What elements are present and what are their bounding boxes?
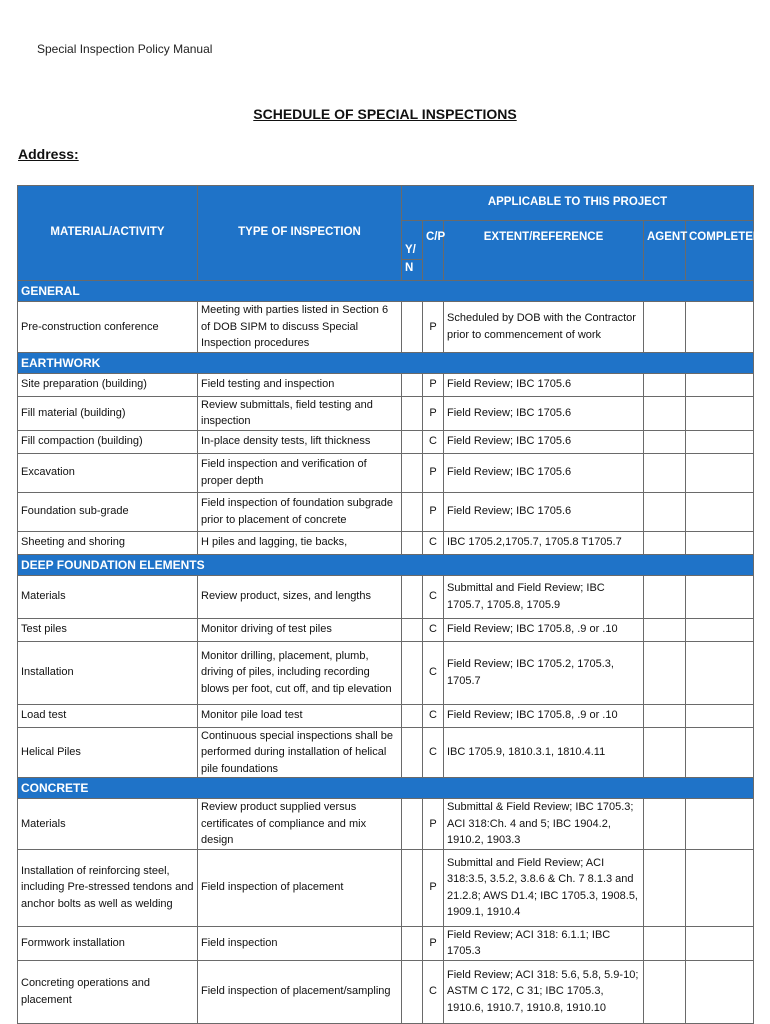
- cell-completed: [686, 575, 754, 618]
- column-header-extent: EXTENT/REFERENCE: [444, 221, 644, 281]
- cell-material: Installation: [18, 641, 198, 704]
- page-title: SCHEDULE OF SPECIAL INSPECTIONS: [253, 106, 517, 122]
- section-header-earthwork: [18, 352, 754, 373]
- cell-agent: [644, 641, 686, 704]
- section-title: EARTHWORK: [18, 352, 754, 373]
- cell-inspection-type: Field inspection of placement/sampling: [198, 960, 402, 1023]
- table-row: [18, 727, 754, 778]
- cell-material: Installation of reinforcing steel, including Pre-stressed tendons and anchor bolts as well as welding: [18, 849, 198, 926]
- cell-completed: [686, 799, 754, 850]
- cell-extent-reference: Submittal and Field Review; ACI 318:3.5, 3.5.2, 3.8.6 & Ch. 7 8.1.3 and 21.2.8; AWS D1.4; IBC 1705.3, 1908.5, 1909.1, 1910.4: [444, 849, 644, 926]
- cell-cp: P: [423, 849, 444, 926]
- column-header-yn-top: Y/: [405, 243, 416, 256]
- cell-extent-reference: Field Review; IBC 1705.8, .9 or .10: [444, 618, 644, 641]
- cell-completed: [686, 453, 754, 492]
- table-row: [18, 849, 754, 926]
- cell-yn: [402, 453, 423, 492]
- cell-completed: [686, 396, 754, 430]
- schedule-body: [18, 281, 754, 1024]
- cell-extent-reference: Field Review; ACI 318: 6.1.1; IBC 1705.3: [444, 926, 644, 960]
- cell-inspection-type: Review product, sizes, and lengths: [198, 575, 402, 618]
- cell-extent-reference: Field Review; IBC 1705.6: [444, 492, 644, 531]
- table-row: [18, 373, 754, 396]
- cell-cp: C: [423, 960, 444, 1023]
- table-row: [18, 430, 754, 453]
- table-row: [18, 641, 754, 704]
- cell-extent-reference: Submittal & Field Review; IBC 1705.3; ACI 318:Ch. 4 and 5; IBC 1904.2, 1910.2, 1903.3: [444, 799, 644, 850]
- cell-extent-reference: IBC 1705.2,1705.7, 1705.8 T1705.7: [444, 531, 644, 554]
- cell-yn: [402, 926, 423, 960]
- cell-yn: [402, 641, 423, 704]
- cell-yn: [402, 727, 423, 778]
- cell-completed: [686, 492, 754, 531]
- cell-cp: P: [423, 492, 444, 531]
- cell-material: Sheeting and shoring: [18, 531, 198, 554]
- document-header: Special Inspection Policy Manual: [37, 42, 213, 56]
- cell-cp: C: [423, 618, 444, 641]
- cell-material: Materials: [18, 799, 198, 850]
- cell-yn: [402, 302, 423, 353]
- cell-agent: [644, 704, 686, 727]
- cell-cp: P: [423, 799, 444, 850]
- cell-inspection-type: In-place density tests, lift thickness: [198, 430, 402, 453]
- column-header-cp: C/P: [423, 221, 444, 281]
- table-row: [18, 926, 754, 960]
- cell-extent-reference: Submittal and Field Review; IBC 1705.7, 1705.8, 1705.9: [444, 575, 644, 618]
- cell-yn: [402, 849, 423, 926]
- cell-material: Formwork installation: [18, 926, 198, 960]
- cell-material: Fill compaction (building): [18, 430, 198, 453]
- column-header-yn-bottom: N: [402, 260, 423, 281]
- cell-yn: [402, 618, 423, 641]
- cell-inspection-type: Field inspection and verification of proper depth: [198, 453, 402, 492]
- cell-agent: [644, 575, 686, 618]
- section-title: GENERAL: [18, 281, 754, 302]
- cell-yn: [402, 575, 423, 618]
- cell-agent: [644, 453, 686, 492]
- cell-material: Fill material (building): [18, 396, 198, 430]
- cell-material: Materials: [18, 575, 198, 618]
- cell-agent: [644, 799, 686, 850]
- cell-cp: C: [423, 531, 444, 554]
- cell-agent: [644, 302, 686, 353]
- cell-inspection-type: Monitor pile load test: [198, 704, 402, 727]
- cell-cp: P: [423, 302, 444, 353]
- cell-agent: [644, 373, 686, 396]
- cell-material: Concreting operations and placement: [18, 960, 198, 1023]
- table-row: [18, 960, 754, 1023]
- cell-material: Pre-construction conference: [18, 302, 198, 353]
- cell-agent: [644, 849, 686, 926]
- cell-cp: P: [423, 453, 444, 492]
- cell-completed: [686, 430, 754, 453]
- cell-extent-reference: Field Review; IBC 1705.2, 1705.3, 1705.7: [444, 641, 644, 704]
- cell-completed: [686, 641, 754, 704]
- cell-cp: C: [423, 641, 444, 704]
- table-row: [18, 618, 754, 641]
- cell-agent: [644, 618, 686, 641]
- cell-agent: [644, 960, 686, 1023]
- section-header-general: [18, 281, 754, 302]
- section-title: DEEP FOUNDATION ELEMENTS: [18, 554, 754, 575]
- cell-agent: [644, 727, 686, 778]
- cell-extent-reference: Field Review; ACI 318: 5.6, 5.8, 5.9-10; ASTM C 172, C 31; IBC 1705.3, 1910.6, 1910.7, 1910.8, 1910.10: [444, 960, 644, 1023]
- cell-material: Site preparation (building): [18, 373, 198, 396]
- cell-completed: [686, 849, 754, 926]
- cell-extent-reference: Field Review; IBC 1705.6: [444, 373, 644, 396]
- cell-extent-reference: Field Review; IBC 1705.8, .9 or .10: [444, 704, 644, 727]
- section-header-concrete: [18, 778, 754, 799]
- cell-inspection-type: Review product supplied versus certificates of compliance and mix design: [198, 799, 402, 850]
- column-header-agent: AGENT: [644, 221, 686, 281]
- cell-agent: [644, 531, 686, 554]
- cell-cp: P: [423, 396, 444, 430]
- cell-extent-reference: IBC 1705.9, 1810.3.1, 1810.4.11: [444, 727, 644, 778]
- cell-cp: P: [423, 373, 444, 396]
- cell-cp: C: [423, 575, 444, 618]
- cell-material: Test piles: [18, 618, 198, 641]
- cell-material: Helical Piles: [18, 727, 198, 778]
- cell-inspection-type: Monitor driving of test piles: [198, 618, 402, 641]
- cell-extent-reference: Field Review; IBC 1705.6: [444, 453, 644, 492]
- cell-yn: [402, 531, 423, 554]
- cell-yn: [402, 396, 423, 430]
- cell-completed: [686, 727, 754, 778]
- section-header-deep-foundation-elements: [18, 554, 754, 575]
- column-header-completed: COMPLETED: [686, 221, 754, 281]
- column-header-material: MATERIAL/ACTIVITY: [18, 186, 198, 281]
- cell-yn: [402, 492, 423, 531]
- cell-inspection-type: Field testing and inspection: [198, 373, 402, 396]
- cell-agent: [644, 396, 686, 430]
- cell-inspection-type: Field inspection of placement: [198, 849, 402, 926]
- table-row: [18, 531, 754, 554]
- table-row: [18, 704, 754, 727]
- cell-inspection-type: Monitor drilling, placement, plumb, driving of piles, including recording blows per foot, cut off, and tip elevation: [198, 641, 402, 704]
- cell-inspection-type: Field inspection of foundation subgrade prior to placement of concrete: [198, 492, 402, 531]
- cell-material: Load test: [18, 704, 198, 727]
- table-row: [18, 799, 754, 850]
- cell-inspection-type: Field inspection: [198, 926, 402, 960]
- cell-cp: C: [423, 727, 444, 778]
- cell-extent-reference: Scheduled by DOB with the Contractor prior to commencement of work: [444, 302, 644, 353]
- cell-agent: [644, 926, 686, 960]
- cell-material: Foundation sub-grade: [18, 492, 198, 531]
- column-header-yn: [402, 221, 423, 260]
- cell-cp: C: [423, 430, 444, 453]
- cell-completed: [686, 373, 754, 396]
- table-row: [18, 575, 754, 618]
- cell-yn: [402, 704, 423, 727]
- cell-yn: [402, 960, 423, 1023]
- cell-yn: [402, 430, 423, 453]
- cell-yn: [402, 799, 423, 850]
- inspection-schedule-table: [17, 185, 762, 1024]
- table-row: [18, 453, 754, 492]
- cell-inspection-type: Continuous special inspections shall be performed during installation of helical pile foundations: [198, 727, 402, 778]
- cell-completed: [686, 531, 754, 554]
- cell-inspection-type: Meeting with parties listed in Section 6 of DOB SIPM to discuss Special Inspection procedures: [198, 302, 402, 353]
- column-header-applicable: APPLICABLE TO THIS PROJECT: [402, 186, 754, 221]
- cell-inspection-type: H piles and lagging, tie backs,: [198, 531, 402, 554]
- cell-extent-reference: Field Review; IBC 1705.6: [444, 430, 644, 453]
- cell-completed: [686, 960, 754, 1023]
- cell-completed: [686, 704, 754, 727]
- table-row: [18, 492, 754, 531]
- cell-cp: C: [423, 704, 444, 727]
- cell-agent: [644, 492, 686, 531]
- table-row: [18, 396, 754, 430]
- address-label: Address:: [18, 146, 79, 162]
- cell-inspection-type: Review submittals, field testing and inspection: [198, 396, 402, 430]
- cell-cp: P: [423, 926, 444, 960]
- cell-material: Excavation: [18, 453, 198, 492]
- cell-completed: [686, 302, 754, 353]
- cell-completed: [686, 926, 754, 960]
- cell-completed: [686, 618, 754, 641]
- section-title: CONCRETE: [18, 778, 754, 799]
- cell-extent-reference: Field Review; IBC 1705.6: [444, 396, 644, 430]
- column-header-type: TYPE OF INSPECTION: [198, 186, 402, 281]
- cell-yn: [402, 373, 423, 396]
- table-row: [18, 302, 754, 353]
- cell-agent: [644, 430, 686, 453]
